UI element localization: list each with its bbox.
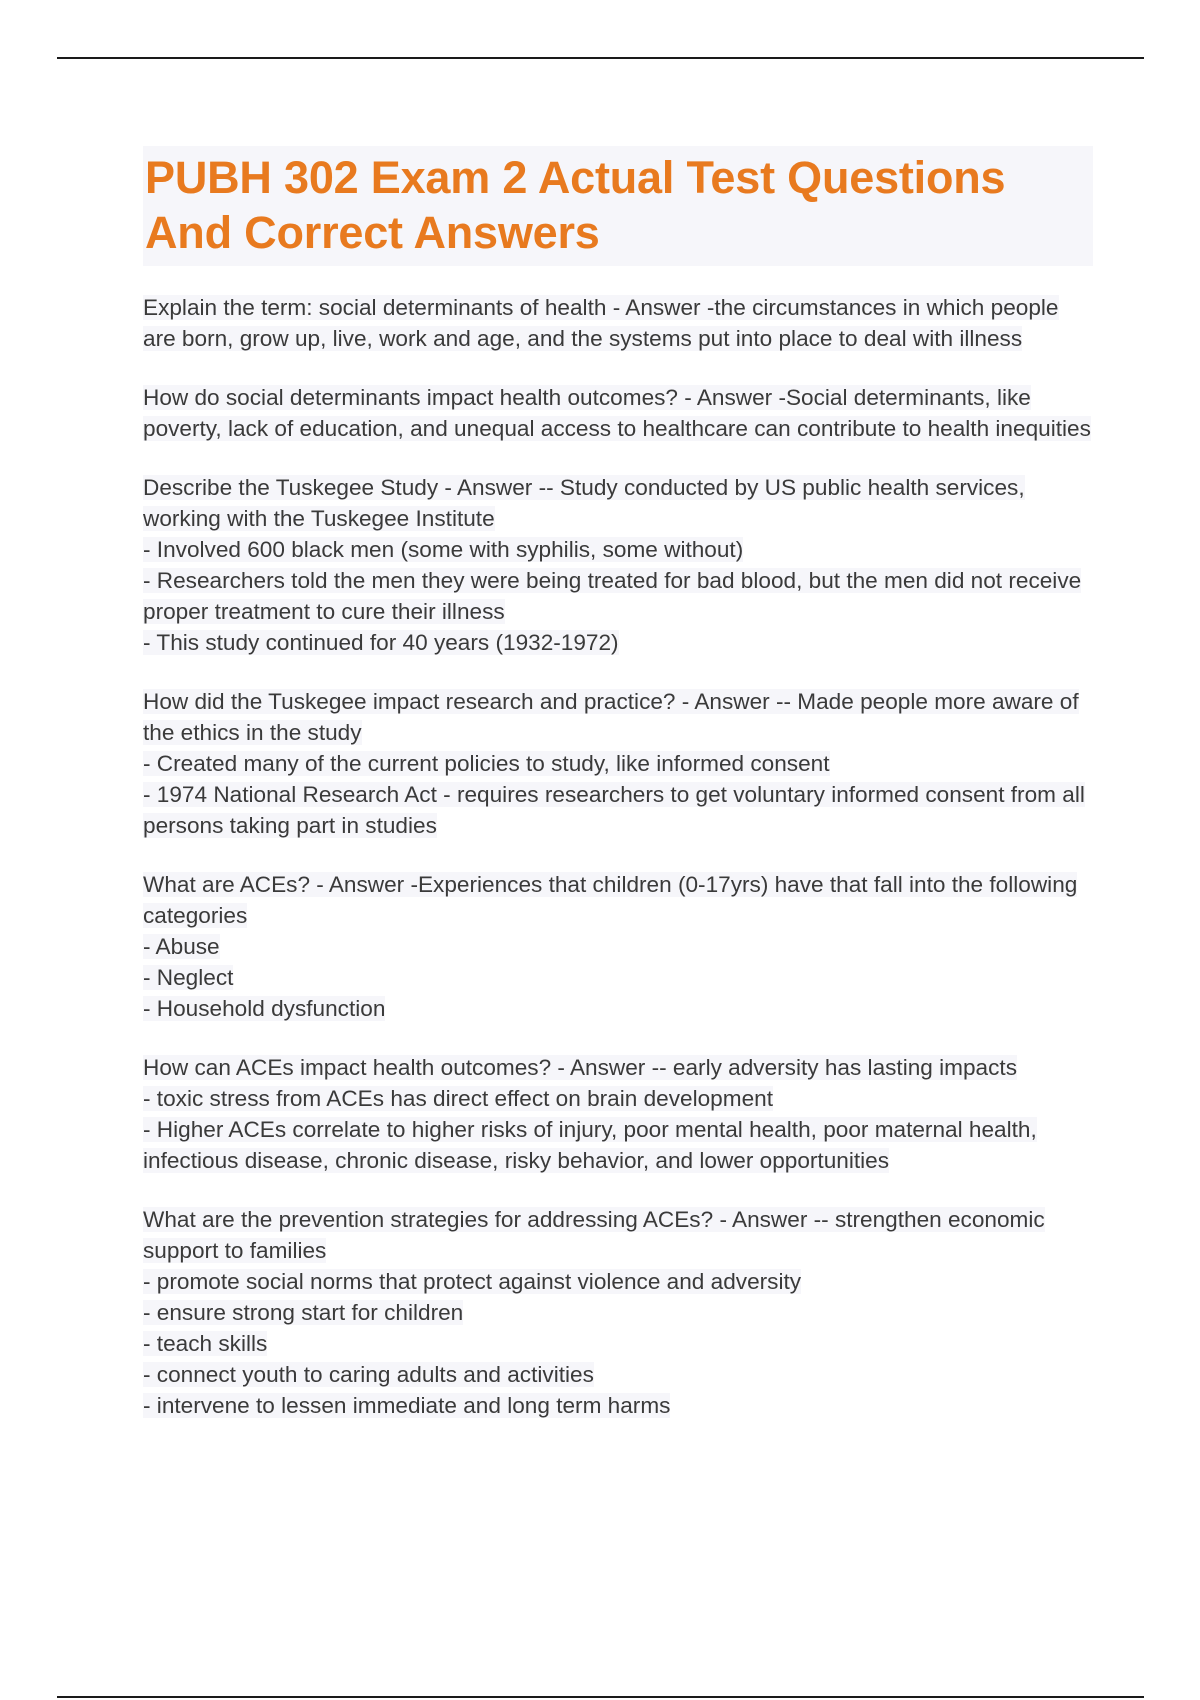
qa-line: - Researchers told the men they were being treated for bad blood, but the men did not receive proper treatment to cure their illness	[143, 568, 1082, 624]
qa-line: - Involved 600 black men (some with syphilis, some without)	[143, 537, 744, 562]
qa-line: - intervene to lessen immediate and long term harms	[143, 1393, 671, 1418]
qa-item-4	[143, 688, 1093, 843]
qa-line: - This study continued for 40 years (1932-1972)	[143, 630, 619, 655]
qa-line: - connect youth to caring adults and activities	[143, 1362, 594, 1387]
qa-line: - teach skills	[143, 1331, 268, 1356]
qa-line: - Household dysfunction	[143, 996, 386, 1021]
qa-line: What are the prevention strategies for addressing ACEs? - Answer -- strengthen economic support to families	[143, 1207, 1045, 1263]
qa-line: - 1974 National Research Act - requires researchers to get voluntary informed consent from all persons taking part in studies	[143, 782, 1085, 838]
qa-line: - toxic stress from ACEs has direct effect on brain development	[143, 1086, 773, 1111]
qa-item-3	[143, 474, 1093, 660]
top-rule	[57, 57, 1144, 59]
qa-item-1	[143, 294, 1093, 356]
qa-line: - Neglect	[143, 965, 234, 990]
qa-line: - Created many of the current policies to study, like informed consent	[143, 751, 830, 776]
qa-item-6	[143, 1054, 1093, 1178]
qa-line: - ensure strong start for children	[143, 1300, 464, 1325]
qa-item-2	[143, 384, 1093, 446]
qa-line: How did the Tuskegee impact research and practice? - Answer -- Made people more aware of the ethics in the study	[143, 689, 1079, 745]
qa-list	[143, 294, 1093, 1423]
document-body	[143, 146, 1093, 1451]
qa-item-7	[143, 1206, 1093, 1423]
qa-line: - promote social norms that protect against violence and adversity	[143, 1269, 802, 1294]
qa-line: - Abuse	[143, 934, 220, 959]
qa-line: Describe the Tuskegee Study - Answer -- Study conducted by US public health services, working with the Tuskegee Institute	[143, 475, 1025, 531]
bottom-rule	[57, 1696, 1144, 1698]
qa-line: How can ACEs impact health outcomes? - Answer -- early adversity has lasting impacts	[143, 1055, 1017, 1080]
qa-line: - Higher ACEs correlate to higher risks of injury, poor mental health, poor maternal health, infectious disease, chronic disease, risky behavior, and lower opportunities	[143, 1117, 1037, 1173]
document-title: PUBH 302 Exam 2 Actual Test Questions And Correct Answers	[145, 152, 1006, 258]
qa-line: Explain the term: social determinants of health - Answer -the circumstances in which people are born, grow up, live, work and age, and the systems put into place to deal with illness	[143, 295, 1059, 351]
qa-item-5	[143, 871, 1093, 1026]
qa-line: How do social determinants impact health outcomes? - Answer -Social determinants, like poverty, lack of education, and unequal access to healthcare can contribute to health inequities	[143, 385, 1091, 441]
qa-line: What are ACEs? - Answer -Experiences that children (0-17yrs) have that fall into the following categories	[143, 872, 1078, 928]
title-block	[143, 146, 1093, 266]
